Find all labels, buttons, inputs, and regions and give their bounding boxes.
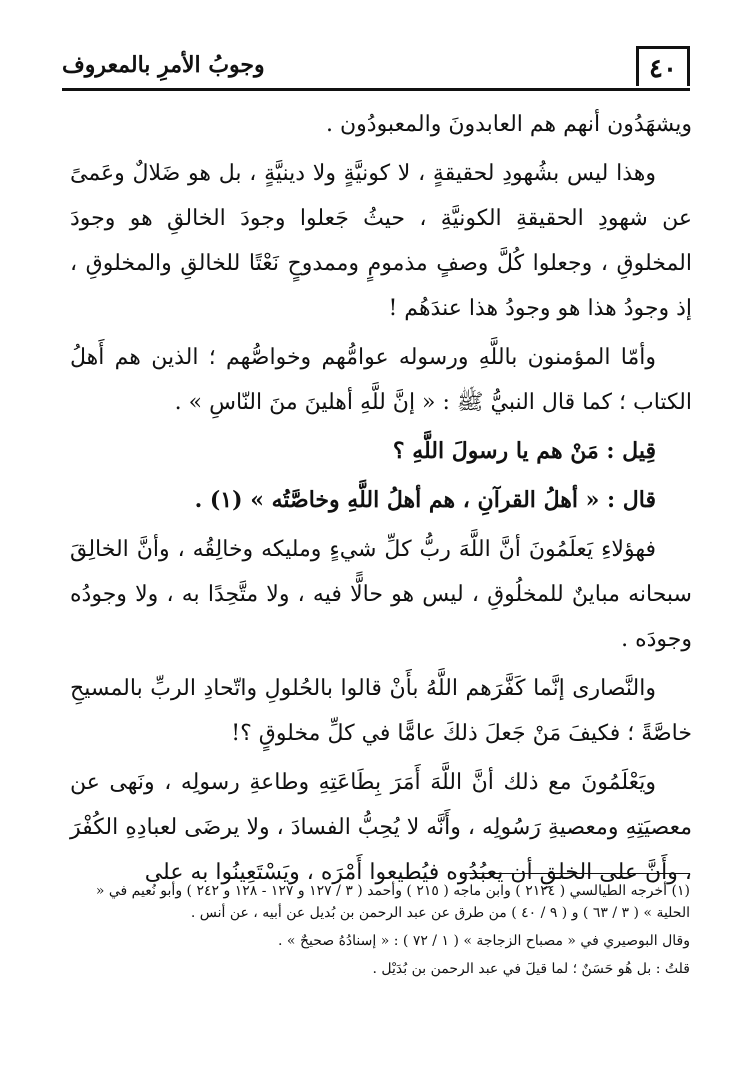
- footnote: قلتُ : بل هُو حَسَنٌ ؛ لما قيلَ في عبد الرحمن بن بُدَيْل .: [372, 961, 690, 977]
- page-number: ٤٠: [636, 46, 690, 86]
- footnote: (١) أخرجه الطيالسي ( ٢١٢٤ ) وابن ماجه ( ٢١٥ ) وأحمد ( ٣ / ١٢٧ و ١٢٧ - ١٢٨ و ٢٤٢ ) وأبو نُعيم في « الحلية » ( ٣ / ٦٣ ) و ( ٩ / ٤٠ ) من طرق عن عبد الرحمن بن بُديل عن أبيه ، عن أنس .: [95, 883, 690, 921]
- paragraph: فهؤلاءِ يَعلَمُونَ أنَّ اللَّهَ ربُّ كلِّ شيءٍ ومليكه وخالِقُه ، وأنَّ الخالِقَ سبحانه مباينٌ للمخلُوقِ ، ليس هو حالًّا فيه ، ولا متَّحِدًا به ، ولا وجودُه وجودَه .: [70, 537, 692, 652]
- running-title: وجوبُ الأمرِ بالمعروف: [62, 52, 265, 78]
- footnote: وقال البوصيري في « مصباح الزجاجة » ( ١ / ٧٢ ) : « إسنادُهُ صحيحٌ » .: [278, 933, 690, 949]
- page-header: [62, 38, 690, 91]
- paragraph: والنَّصارى إنَّما كَفَّرَهم اللَّهُ بأَنْ قالوا بالحُلولِ واتّحادِ الربِّ بالمسيحِ خاصَّةً ؛ فكيفَ مَنْ جَعلَ ذلكَ عامًّا في كلِّ مخلوقٍ ؟!: [70, 676, 692, 746]
- main-text: [70, 102, 692, 899]
- footnotes: [80, 880, 690, 986]
- paragraph: ويشهَدُون أنهم هم العابدونَ والمعبودُون .: [326, 112, 692, 137]
- paragraph: وأمّا المؤمنون باللَّهِ ورسوله عوامُّهم وخواصُّهم ؛ الذين هم أَهلُ الكتاب ؛ كما قال النبيُّ ﷺ : « إنَّ للَّهِ أهلينَ منَ النّاسِ » .: [70, 345, 692, 415]
- paragraph: ويَعْلَمُونَ مع ذلك أنَّ اللَّهَ أَمَرَ بِطَاعَتِهِ وطاعةِ رسولِه ، ونَهى عن معصيَتِهِ ومعصيةِ رَسُولِه ، وأَنَّه لا يُحِبُّ الفسادَ ، ولا يرضَى لعبادِهِ الكُفْرَ ، وأَنَّ على الخلقِ أن يعبُدُوه فيُطيعوا أَمْرَه ، ويَسْتَعِينُوا به على: [70, 770, 692, 885]
- footnote-divider: [460, 873, 690, 874]
- paragraph-answer: قال : « أهلُ القرآنِ ، هم أهلُ اللَّهِ وخاصَّتُه » (١) .: [194, 487, 656, 513]
- paragraph-question: قِيل : مَنْ هم يا رسولَ اللَّهِ ؟: [392, 438, 656, 464]
- paragraph: وهذا ليس بشُهودِ لحقيقةٍ ، لا كونيَّةٍ ولا دينيَّةٍ ، بل هو ضَلالٌ وعَمىً عن شهودِ الحقيقةِ الكونيَّةِ ، حيثُ جَعلوا وجودَ الخالقِ هو وجودَ المخلوقِ ، وجعلوا كُلَّ وصفٍ مذمومٍ وممدوحٍ نَعْتًا للخالقِ والمخلوقِ ، إذ وجودُ هذا هو وجودُ هذا عندَهُم !: [70, 161, 692, 321]
